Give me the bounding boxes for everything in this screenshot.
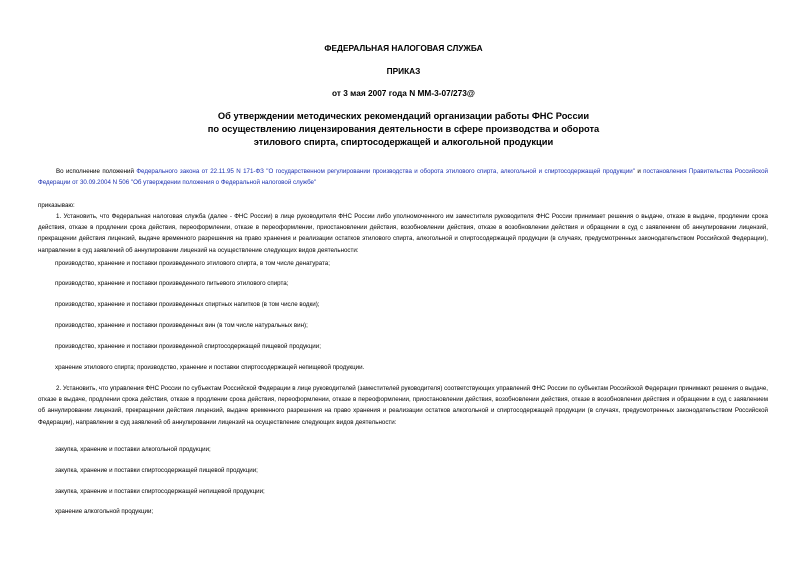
doc-date-number: от 3 мая 2007 года N ММ-3-07/273@ — [332, 88, 475, 98]
doc-type-heading: ПРИКАЗ — [386, 66, 421, 76]
list-item: производство, хранение и поставки произведенных спиртных напитков (в том числе водки); — [55, 301, 320, 308]
list-item: хранение этилового спирта; производство, хранение и поставки спиртосодержащей непищевой продукции. — [55, 364, 365, 371]
list-item: производство, хранение и поставки произведенной спиртосодержащей пищевой продукции; — [55, 343, 321, 350]
intro-middle: и — [634, 168, 644, 175]
paragraph-2: 2. Установить, что управления ФНС России по субъектам Российской Федерации в лице руководителей (заместителей руководителя) соответствующих управлений ФНС России по субъектам Российской Федерации принимают решения о выдаче, отказе в выдаче, продлении срока действия, отказе в продлении срока действия, переоформлении, отказе в переоформлении, приостановлении действия, возобновлении действия, отказе в возобновлении действия и обращении в суд с заявлением об аннулировании лицензий, прекращении действия лицензий, выдаче временного разрешения на право хранения и реализации остатков алкогольной и спиртосодержащей продукции (в случаях, предусмотренных законодательством Российской Федерации), направлении в суд заявлений об аннулировании лицензий на осуществление следующих видов деятельности: — [38, 385, 768, 426]
intro-prefix: Во исполнение положений — [56, 168, 137, 175]
list-item: производство, хранение и поставки произведенного этилового спирта, в том числе денатурата; — [55, 260, 330, 267]
prikazyvayu-label: приказываю: — [38, 202, 75, 209]
agency-heading: ФЕДЕРАЛЬНАЯ НАЛОГОВАЯ СЛУЖБА — [324, 43, 483, 53]
title-line: Об утверждении методических рекомендаций организации работы ФНС России — [217, 111, 590, 121]
list-item: хранение алкогольной продукции; — [55, 508, 154, 515]
list-item: закупка, хранение и поставки спиртосодержащей непищевой продукции; — [55, 488, 265, 495]
title-line: этилового спирта, спиртосодержащей и алкогольной продукции — [253, 137, 554, 147]
list-item: закупка, хранение и поставки спиртосодержащей пищевой продукции; — [55, 467, 258, 474]
intro-paragraph — [38, 166, 768, 188]
list-item: производство, хранение и поставки произведенных вин (в том числе натуральных вин); — [55, 322, 308, 329]
government-decree-link[interactable]: постановления Правительства Российской Федерации от 30.09.2004 N 506 "Об утверждении положения о Федеральной налоговой службе" — [38, 168, 768, 187]
list-item: производство, хранение и поставки произведенного питьевого этилового спирта; — [55, 280, 289, 287]
title-line: по осуществлению лицензирования деятельности в сфере производства и оборота — [207, 124, 600, 134]
document-title — [0, 110, 807, 149]
federal-law-link[interactable]: Федерального закона от 22.11.95 N 171-ФЗ "О государственном регулировании производства и оборота этилового спирта, алкогольной и спиртосодержащей продукции" — [136, 168, 635, 175]
paragraph-1: 1. Установить, что Федеральная налоговая служба (далее - ФНС России) в лице руководителя ФНС России либо уполномоченного им заместителя руководителя ФНС России принимает решения о выдаче, отказе в выдаче, продлении срока действия, отказе в продлении срока действия, переоформлении, отказе в переоформлении, приостановлении действия, возобновлении действия, отказе в возобновлении действия и обращении в суд с заявлением об аннулировании лицензий, прекращении действия лицензий, выдаче временного разрешения на право хранения и реализации остатков этилового спирта, алкогольной и спиртосодержащей продукции (в случаях, предусмотренных законодательством Российской Федерации), направлении в суд заявлений об аннулировании лицензий на осуществление следующих видов деятельности: — [38, 213, 768, 254]
list-item: закупка, хранение и поставки алкогольной продукции; — [55, 446, 211, 453]
